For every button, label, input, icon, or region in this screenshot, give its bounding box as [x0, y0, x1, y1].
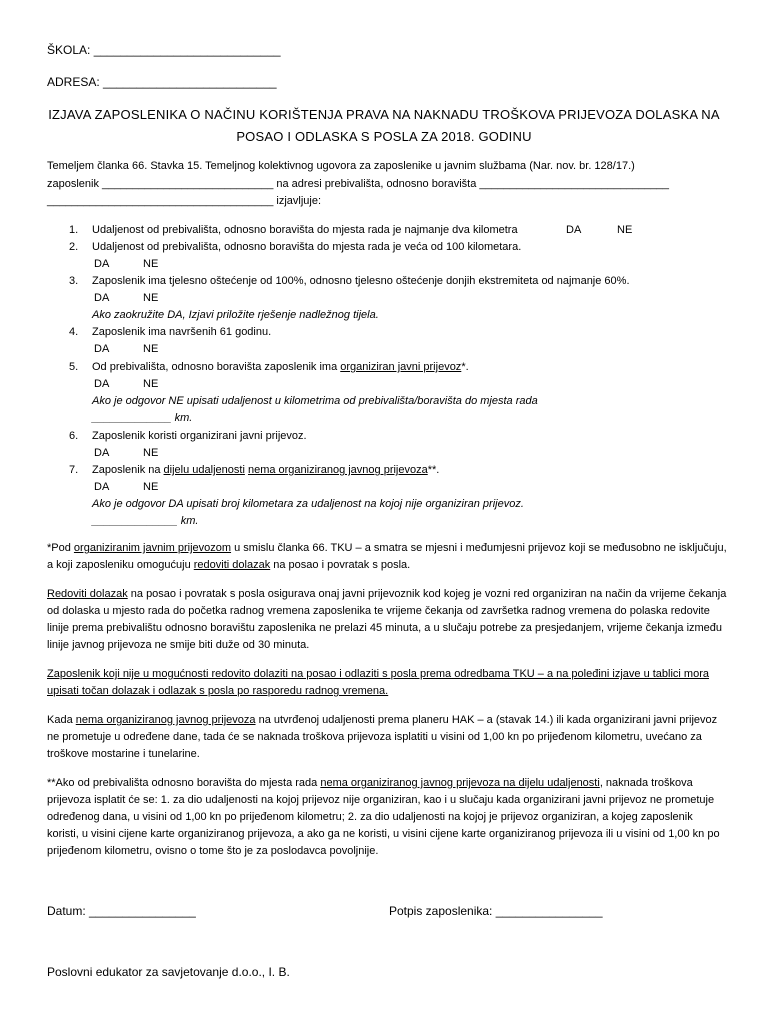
- item-3-number: 3.: [69, 275, 79, 287]
- item-4-text: Zaposlenik ima navršenih 61 godinu.: [92, 326, 272, 338]
- item-2-no-option[interactable]: NE: [143, 258, 159, 270]
- intro-line-1: Temeljem članka 66. Stavka 15. Temeljnog kolektivnog ugovora za zaposlenike u javnim službama (Nar. nov. br. 128/17.): [47, 160, 635, 172]
- regular-arrival-paragraph: Redoviti dolazak na posao i povratak s posla osigurava onaj javni prijevoznik kod kojeg je vozni red organiziran na način da vrijeme čekanja od dolaska u mjesto rada do početka radnog vremena zaposlenika te vrijeme čekanja od završetka radnog vremena do polaska redovite linije prema prebivalištu odnosno boravištu zaposlenika ne prelazi 45 minuta, a u slučaju potrebe za presjedanjem, vrijeme čekanja između linije javnog prijevoza ne smije biti duže od 30 minuta.: [47, 588, 727, 651]
- item-6-number: 6.: [69, 430, 79, 442]
- item-3-note: Ako zaokružite DA, Izjavi priložite rješenje nadležnog tijela.: [92, 309, 379, 321]
- item-7-no-option[interactable]: NE: [143, 481, 159, 493]
- item-5-number: 5.: [69, 361, 79, 373]
- item-5-km-field[interactable]: _____________ km.: [92, 412, 193, 424]
- publisher-credit: Poslovni edukator za savjetovanje d.o.o., I. B.: [47, 965, 290, 979]
- signature-field[interactable]: Potpis zaposlenika: ________________: [389, 904, 603, 918]
- no-transport-paragraph: Kada nema organiziranog javnog prijevoza na utvrđenoj udaljenosti prema planeru HAK – a (stavak 14.) ili kada organizirani javni prijevoz ne prometuje u određene dane, tada će se naknada troškova prijevoza isplatiti u visini od 1,00 kn po prijeđenom kilometru, uvećano za troškove mostarine i tunelarine.: [47, 714, 718, 760]
- item-7-km-field[interactable]: ______________ km.: [92, 515, 199, 527]
- item-3-text: Zaposlenik ima tjelesno oštećenje od 100%, odnosno tjelesno oštećenje donjih ekstremiteta od najmanje 60%.: [92, 275, 630, 287]
- item-1-number: 1.: [69, 224, 79, 236]
- item-2-text: Udaljenost od prebivališta, odnosno boravišta do mjesta rada je veća od 100 kilometara.: [92, 241, 522, 253]
- item-2-yes-option[interactable]: DA: [94, 258, 110, 270]
- item-7-number: 7.: [69, 464, 79, 476]
- intro-declares-line[interactable]: _____________________________________ izjavljuje:: [47, 195, 322, 207]
- document-title-line-2: POSAO I ODLASKA S POSLA ZA 2018. GODINU: [236, 129, 532, 144]
- item-3-no-option[interactable]: NE: [143, 292, 159, 304]
- item-4-yes-option[interactable]: DA: [94, 343, 110, 355]
- item-4-no-option[interactable]: NE: [143, 343, 159, 355]
- partial-transport-paragraph: **Ako od prebivališta odnosno boravišta do mjesta rada nema organiziranog javnog prijevoza na dijelu udaljenosti, naknada troškova prijevoza isplatit će se: 1. za dio udaljenosti na kojoj prijevoz nije organiziran, kao i u slučaju kada organizirani javni prijevoz ne prometuje određenog dana, u visini od 1,00 kn po prijeđenom kilometru; 2. za dio udaljenosti na kojoj je prijevoz organiziran, a kojeg zaposlenik koristi, u visini cijene karte organiziranog prijevoza, a ako ga ne koristi, u visini cijene karte organiziranog prijevoza ili u visini od 1,00 kn po prijeđenom kilometru, ovisno o tome što je za poslodavca povoljnije.: [47, 777, 720, 857]
- item-4-number: 4.: [69, 326, 79, 338]
- irregular-arrival-paragraph: Zaposlenik koji nije u mogućnosti redovito dolaziti na posao i odlaziti s posla prema odredbama TKU – a na poleđini izjave u tablici mora upisati točan dolazak i odlazak s posla po rasporedu radnog vremena.: [47, 668, 709, 697]
- item-5-note: Ako je odgovor NE upisati udaljenost u kilometrima od prebivališta/boravišta do mjesta rada: [92, 395, 538, 407]
- item-1-yes-option[interactable]: DA: [566, 224, 582, 236]
- item-3-yes-option[interactable]: DA: [94, 292, 110, 304]
- item-1-text: Udaljenost od prebivališta, odnosno boravišta do mjesta rada je najmanje dva kilometra: [92, 224, 518, 236]
- school-field[interactable]: ŠKOLA: ____________________________: [47, 43, 281, 57]
- item-5-yes-option[interactable]: DA: [94, 378, 110, 390]
- item-5-text: Od prebivališta, odnosno boravišta zaposlenik ima organiziran javni prijevoz*.: [92, 361, 469, 373]
- item-7-text: Zaposlenik na dijelu udaljenosti nema organiziranog javnog prijevoza**.: [92, 464, 440, 476]
- item-6-no-option[interactable]: NE: [143, 447, 159, 459]
- item-2-number: 2.: [69, 241, 79, 253]
- item-7-yes-option[interactable]: DA: [94, 481, 110, 493]
- item-5-no-option[interactable]: NE: [143, 378, 159, 390]
- item-6-yes-option[interactable]: DA: [94, 447, 110, 459]
- item-6-text: Zaposlenik koristi organizirani javni prijevoz.: [92, 430, 307, 442]
- date-field[interactable]: Datum: ________________: [47, 904, 196, 918]
- document-title-line-1: IZJAVA ZAPOSLENIKA O NAČINU KORIŠTENJA PRAVA NA NAKNADU TROŠKOVA PRIJEVOZA DOLASKA NA: [48, 107, 720, 122]
- address-field[interactable]: ADRESA: __________________________: [47, 75, 277, 89]
- footnote-organized-transport: *Pod organiziranim javnim prijevozom u smislu članka 66. TKU – a smatra se mjesni i međumjesni prijevoz koji se međusobno ne isključuju, a koji zaposleniku omogućuju redoviti dolazak na posao i povratak s posla.: [47, 542, 727, 571]
- item-1-no-option[interactable]: NE: [617, 224, 633, 236]
- employee-address-field[interactable]: zaposlenik ____________________________ na adresi prebivališta, odnosno boravišta _______________________________: [47, 178, 670, 190]
- item-7-note: Ako je odgovor DA upisati broj kilometara za udaljenost na kojoj nije organiziran prijevoz.: [92, 498, 524, 510]
